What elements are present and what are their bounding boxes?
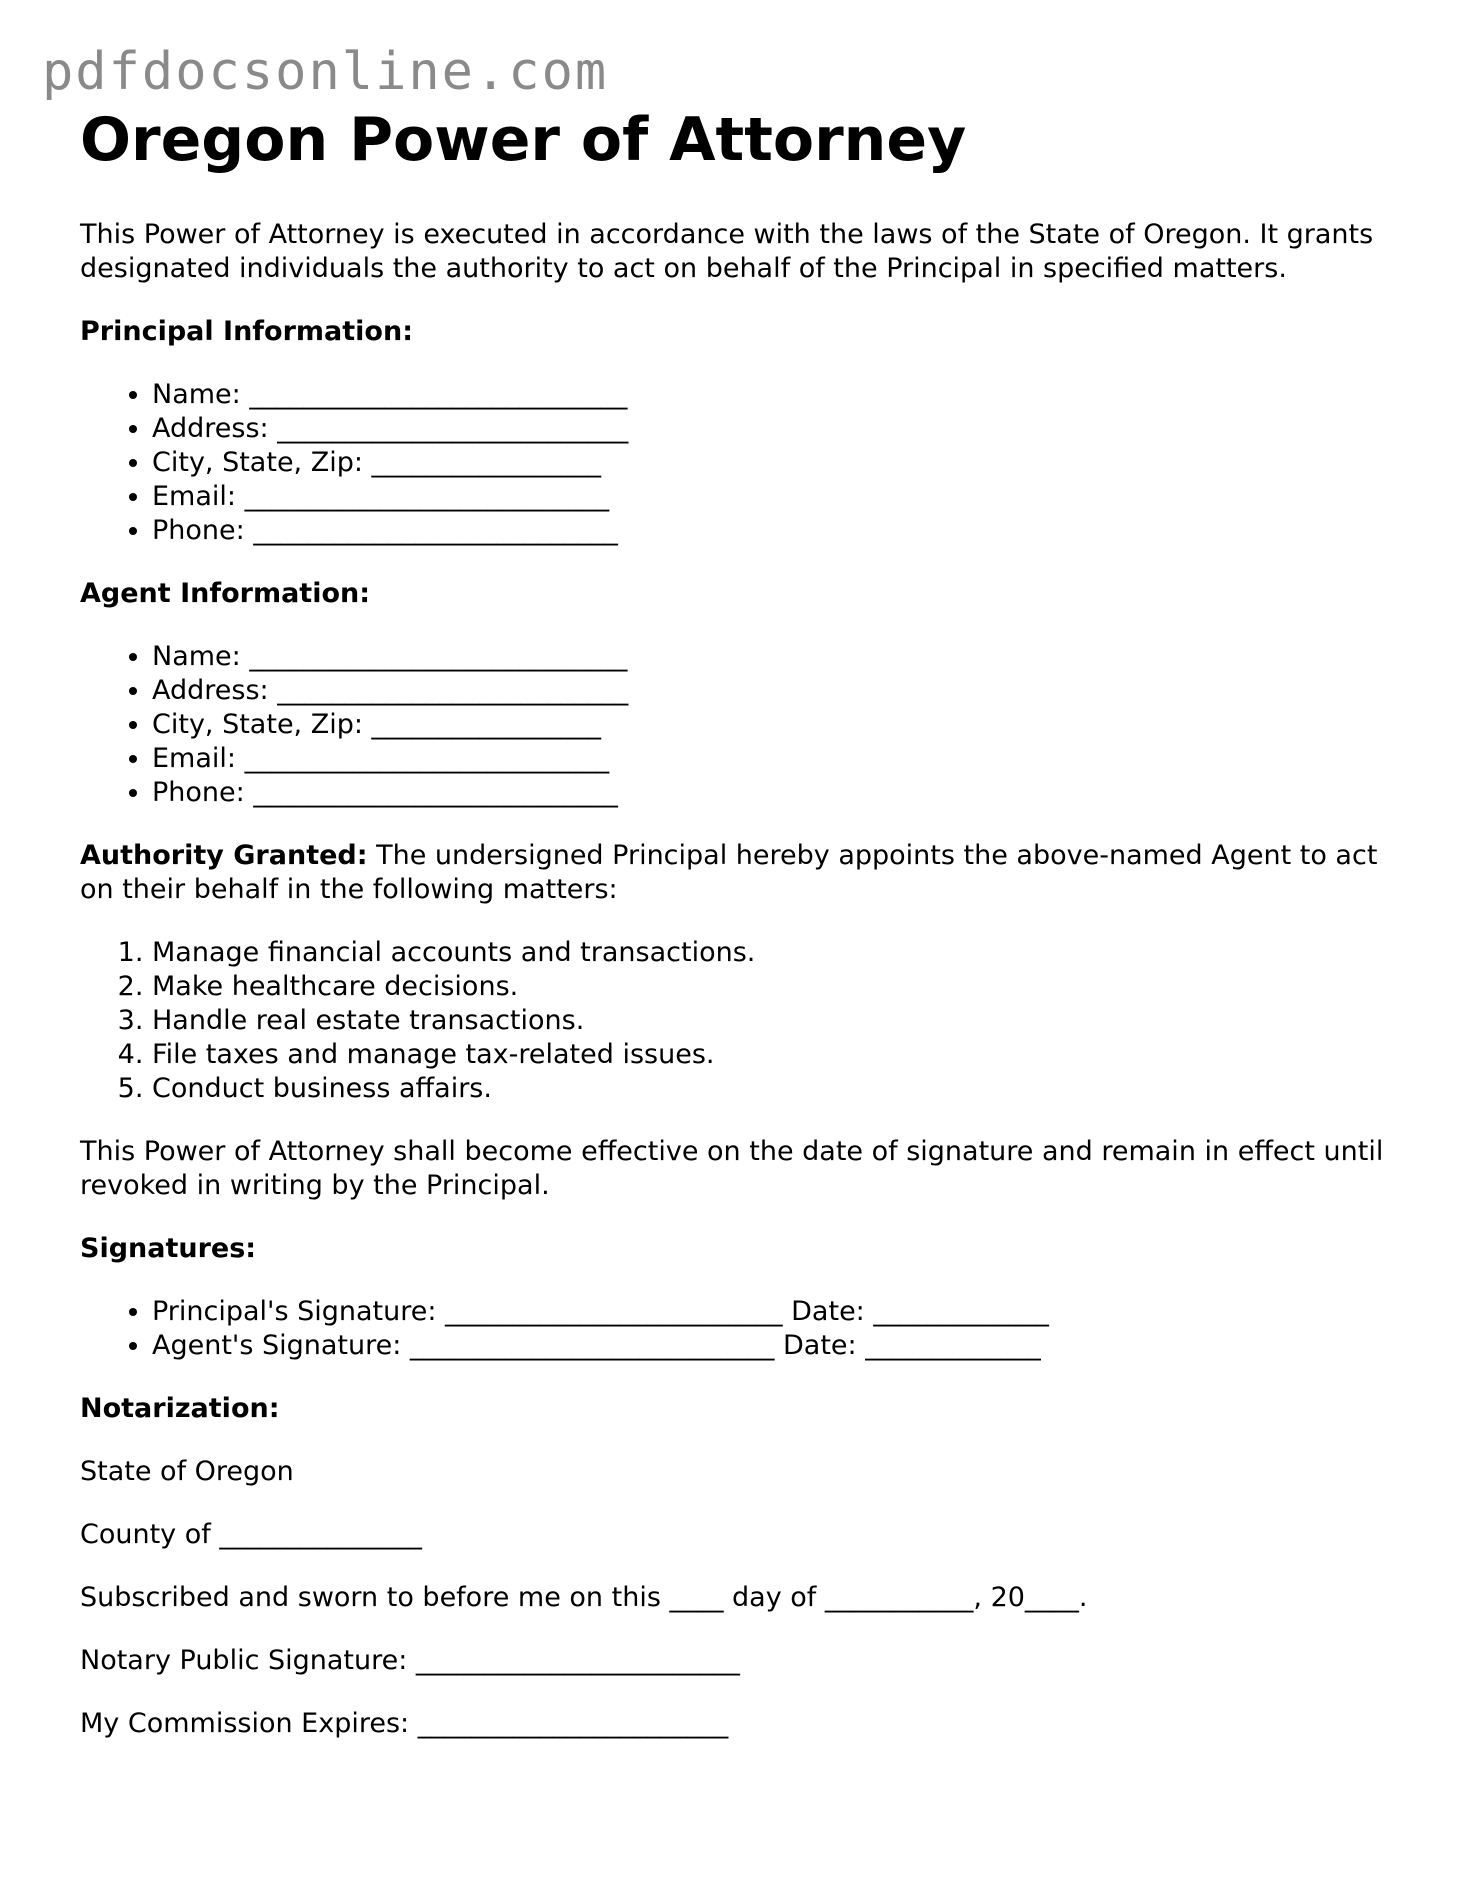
authority-item: 4. File taxes and manage tax-related issues. xyxy=(152,1038,1400,1072)
signatures-heading: Signatures: xyxy=(80,1233,257,1264)
agent-email-field: • Email: ___________________________ xyxy=(152,742,1400,776)
notary-state: State of Oregon xyxy=(80,1456,294,1487)
principal-fields xyxy=(80,378,1400,548)
authority-paragraph xyxy=(80,839,1400,907)
agent-fields xyxy=(80,640,1400,810)
notary-commission-expires: My Commission Expires: _______________________ xyxy=(80,1708,729,1739)
principal-phone-field: • Phone: ___________________________ xyxy=(152,514,1400,548)
principal-address-field: • Address: __________________________ xyxy=(152,412,1400,446)
agent-name-field: • Name: ____________________________ xyxy=(152,640,1400,674)
agent-city-state-zip-field: • City, State, Zip: _________________ xyxy=(152,708,1400,742)
notary-county: County of _______________ xyxy=(80,1519,422,1550)
authority-item: 5. Conduct business affairs. xyxy=(152,1072,1400,1106)
authority-label: Authority Granted: xyxy=(80,840,368,871)
notary-sworn-statement: Subscribed and sworn to before me on this ____ day of ___________, 20____. xyxy=(80,1582,1088,1613)
authority-item: 1. Manage financial accounts and transactions. xyxy=(152,936,1400,970)
notarization-heading: Notarization: xyxy=(80,1393,280,1424)
document-body xyxy=(80,100,1400,1741)
authority-items xyxy=(80,936,1400,1106)
authority-item: 3. Handle real estate transactions. xyxy=(152,1004,1400,1038)
agent-phone-field: • Phone: ___________________________ xyxy=(152,776,1400,810)
agent-heading: Agent Information: xyxy=(80,578,371,609)
agent-signature-line: • Agent's Signature: ___________________________ Date: _____________ xyxy=(152,1329,1400,1363)
effective-paragraph: This Power of Attorney shall become effective on the date of signature and remain in effect until revoked in writing by the Principal. xyxy=(80,1136,1384,1201)
document-title: Oregon Power of Attorney xyxy=(80,105,967,175)
principal-city-state-zip-field: • City, State, Zip: _________________ xyxy=(152,446,1400,480)
signature-lines xyxy=(80,1295,1400,1363)
principal-email-field: • Email: ___________________________ xyxy=(152,480,1400,514)
principal-heading: Principal Information: xyxy=(80,316,414,347)
watermark: pdfdocsonline.com xyxy=(42,42,609,102)
principal-name-field: • Name: ____________________________ xyxy=(152,378,1400,412)
authority-text: The undersigned Principal hereby appoints the above-named Agent to act on their behalf in the following matters: xyxy=(80,840,1378,905)
notary-signature-line: Notary Public Signature: ________________________ xyxy=(80,1645,740,1676)
principal-signature-line: • Principal's Signature: _________________________ Date: _____________ xyxy=(152,1295,1400,1329)
agent-address-field: • Address: __________________________ xyxy=(152,674,1400,708)
intro-paragraph: This Power of Attorney is executed in accordance with the laws of the State of Oregon. It grants designated individuals the authority to act on behalf of the Principal in specified matters. xyxy=(80,219,1374,284)
authority-item: 2. Make healthcare decisions. xyxy=(152,970,1400,1004)
